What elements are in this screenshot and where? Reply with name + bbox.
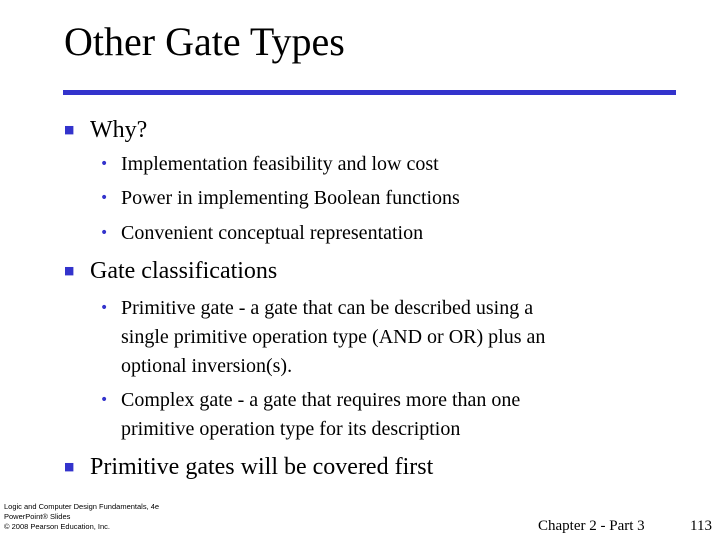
sub-bullet [100,150,660,179]
title-underline [63,90,676,95]
chapter-label: Chapter 2 - Part 3 [538,518,645,534]
square-bullet-icon: ■ [64,460,75,473]
slides-label: PowerPoint® Slides [4,512,71,521]
copyright: © 2008 Pearson Education, Inc. [4,522,111,531]
square-bullet-icon: ■ [64,123,75,136]
sub-bullet [100,219,660,248]
bullet-heading: Primitive gates will be covered first [90,454,434,480]
sub-bullet-text: Primitive gate - a gate that can be described using a single primitive operation type (AND or OR) plus an optional inversion(s). [121,297,546,377]
dot-bullet-icon: • [100,225,109,241]
sub-bullet-text: Power in implementing Boolean functions [121,187,460,209]
dot-bullet-icon: • [100,190,109,206]
sub-bullet [100,386,660,444]
bullet-heading: Why? [90,117,148,143]
dot-bullet-icon: • [100,156,109,172]
bullet-heading: Gate classifications [90,258,278,284]
dot-bullet-icon: • [100,300,109,316]
slide-title: Other Gate Types [64,19,345,64]
sub-bullet [100,184,660,213]
sub-bullet [100,294,660,381]
sub-bullet-text: Complex gate - a gate that requires more than one primitive operation type for its description [121,389,521,440]
sub-bullet-text: Convenient conceptual representation [121,222,424,244]
dot-bullet-icon: • [100,392,109,408]
book-title: Logic and Computer Design Fundamentals, 4e [4,502,160,511]
publisher-credit [4,502,174,532]
sub-bullet-text: Implementation feasibility and low cost [121,153,439,175]
page-number: 113 [690,518,712,534]
square-bullet-icon: ■ [64,264,75,277]
